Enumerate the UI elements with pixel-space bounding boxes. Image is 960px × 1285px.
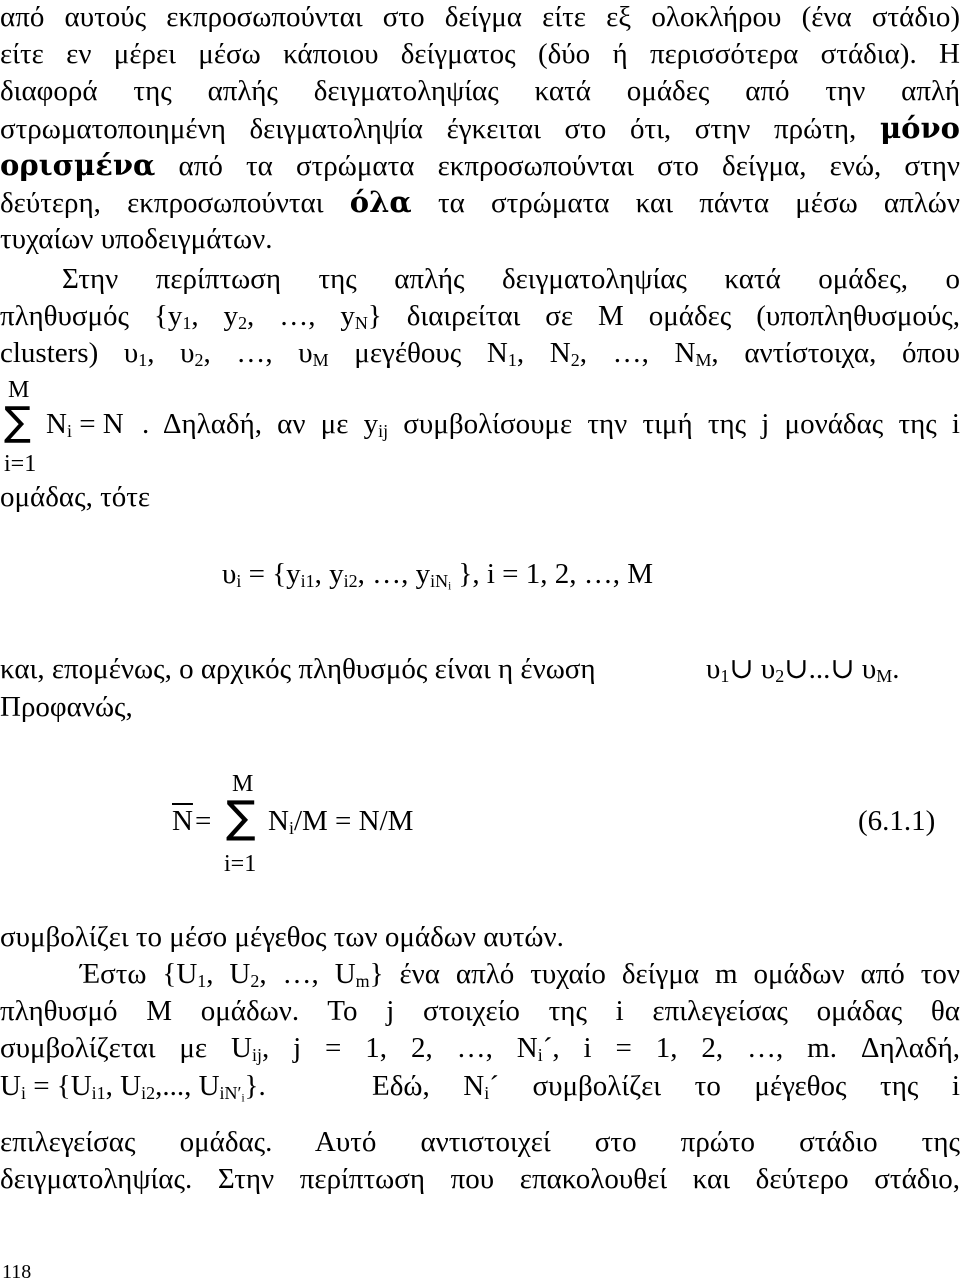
subscript: i <box>288 817 294 838</box>
text-span: , y <box>314 558 344 590</box>
subscript: 1 <box>720 665 730 686</box>
subscript: M <box>312 349 329 370</box>
text-line: ομάδας, τότε <box>0 481 151 513</box>
subscript: 2 <box>238 312 248 333</box>
subscript: i <box>20 1082 26 1103</box>
text-span: } διαιρείται σε M ομάδες (υποπληθυσμούς, <box>367 300 960 332</box>
subscript: m <box>355 970 370 991</box>
union-symbol: ∪ <box>830 653 855 685</box>
text-span: N <box>46 408 67 440</box>
sum-lower-limit: i=1 <box>224 851 257 877</box>
subscript: i <box>236 570 242 591</box>
equation-clusters <box>222 558 654 593</box>
text-span: δεύτερη, εκπροσωπούνται <box>0 187 350 219</box>
text-span: /M = N/M <box>293 805 414 837</box>
text-span: , …, υ <box>203 337 313 369</box>
text-line: συμβολίζει το μέσο μέγεθος των ομάδων αυτών. <box>0 921 564 953</box>
text-span: από τα στρώματα εκπροσωπούνται στο δείγμα, ενώ, στην <box>155 150 960 182</box>
text-line <box>0 185 960 219</box>
subscript: i2 <box>141 1082 156 1103</box>
text-span: , …, y <box>247 300 355 332</box>
subscript: i <box>484 1082 490 1103</box>
bold-text: ορισμένα <box>0 148 156 182</box>
union-symbol: ∪ <box>729 653 754 685</box>
subscript: i <box>66 420 72 441</box>
subscript <box>430 571 451 591</box>
subscript: i2 <box>343 570 358 591</box>
text-line: τυχαίων υποδειγμάτων. <box>0 223 273 255</box>
text-span: = {U <box>25 1070 92 1102</box>
text-line: επιλεγείσας ομάδας. Αυτό αντιστοιχεί στο πρώτο στάδιο της <box>0 1126 960 1158</box>
text-line: από αυτούς εκπροσωπούνται στο δείγμα είτε εξ ολοκλήρου (ένα στάδιο) <box>0 1 960 33</box>
text-span: συμβολίσουμε την τιμή της j μονάδας της i <box>388 408 960 440</box>
text-span: , …, U <box>259 958 356 990</box>
subscript: 2 <box>194 349 204 370</box>
text-line <box>142 410 960 439</box>
text-span: , …, y <box>357 558 431 590</box>
text-line: Προφανώς, <box>0 691 133 723</box>
text-span: }. <box>244 1070 266 1102</box>
text-span: υ <box>706 653 721 685</box>
text-line <box>372 1072 960 1101</box>
mean-symbol: $\overline{N}$ <box>172 805 193 837</box>
text-span: πληθυσμός {y <box>0 300 183 332</box>
text-line: Στην περίπτωση της απλής δειγματοληψίας κατά ομάδες, ο <box>62 263 960 295</box>
subscript: 2 <box>775 665 785 686</box>
text-span: υ <box>760 653 776 685</box>
text-span: iN <box>430 570 449 591</box>
sum-term <box>46 410 124 439</box>
subscript: i <box>241 1092 245 1105</box>
text-line: δειγματοληψίας. Στην περίπτωση που επακολουθεί και δεύτερο στάδιο, <box>0 1163 960 1195</box>
text-span: } ένα απλό τυχαίο δείγμα m ομάδων από τον <box>369 958 960 990</box>
subscript: i1 <box>300 570 315 591</box>
text-span: ,..., U <box>155 1070 220 1102</box>
sum-lower-limit: i=1 <box>4 451 37 477</box>
text-span: συμβολίζεται με U <box>0 1032 252 1064</box>
union-symbol: ∪ <box>784 653 809 685</box>
text-span: υ <box>222 558 237 590</box>
bold-text: όλα <box>349 185 412 219</box>
subscript: 1 <box>138 349 148 370</box>
text-span: , j = 1, 2, …, N <box>261 1032 538 1064</box>
bold-text: μόνο <box>879 111 960 145</box>
text-span: τα στρώματα και πάντα μέσω απλών <box>411 187 960 219</box>
text-line <box>0 111 960 145</box>
text-span: N <box>268 805 289 837</box>
sum-upper-limit: M <box>8 377 30 403</box>
equals-sign: = <box>195 805 212 837</box>
text-span: ´ συμβολίζει το μέγεθος της i <box>489 1070 960 1102</box>
sigma-symbol: ∑ <box>226 792 256 843</box>
text-span: . <box>892 653 900 685</box>
equation-sample-cluster <box>0 1070 266 1105</box>
text-span: , U <box>105 1070 142 1102</box>
subscript: ij <box>251 1044 262 1065</box>
text-line <box>0 148 960 182</box>
subscript: 1 <box>182 312 192 333</box>
equation-number: (6.1.1) <box>858 805 936 837</box>
text-span: clusters) υ <box>0 337 139 369</box>
union-formula <box>706 655 899 684</box>
page-number: 118 <box>2 1261 32 1283</box>
text-span: Έστω {U <box>80 958 198 990</box>
text-span: υ <box>861 653 877 685</box>
text-line: είτε εν μέρει μέσω κάποιου δείγματος (δύο ή περισσότερα στάδια). Η <box>0 38 960 70</box>
text-span: , υ <box>147 337 195 369</box>
text-line <box>0 302 960 331</box>
text-span: , y <box>191 300 239 332</box>
text-span: . Δηλαδή, αν με y <box>142 408 379 440</box>
subscript: M <box>695 349 712 370</box>
text-line: και, επομένως, ο αρχικός πληθυσμός είναι η ένωση <box>0 653 596 685</box>
text-span: μεγέθους N <box>328 337 508 369</box>
text-span: }, i = 1, 2, …, M <box>451 558 654 590</box>
subscript: N <box>354 312 368 333</box>
text-span: = {y <box>241 558 301 590</box>
subscript: 2 <box>250 970 260 991</box>
subscript: M <box>876 665 893 686</box>
text-span: = N <box>71 408 124 440</box>
text-line: πληθυσμό M ομάδων. Το j στοιχείο της i επιλεγείσας ομάδας θα <box>0 995 960 1027</box>
text-line <box>0 1034 960 1063</box>
subscript: i1 <box>91 1082 106 1103</box>
text-span: , αντίστοιχα, όπου <box>711 337 960 369</box>
text-span: Εδώ, N <box>372 1070 485 1102</box>
text-line: διαφορά της απλής δειγματοληψίας κατά ομάδες από την απλή <box>0 75 960 107</box>
subscript: i <box>448 580 452 593</box>
text-span: , U <box>206 958 251 990</box>
text-span: , N <box>516 337 571 369</box>
subscript <box>220 1083 245 1103</box>
subscript: 2 <box>570 349 580 370</box>
text-span: U <box>0 1070 21 1102</box>
equation-mean-size <box>268 807 413 836</box>
text-span: ... <box>808 653 831 685</box>
text-span: , …, N <box>579 337 696 369</box>
text-span: iN′ <box>219 1082 242 1103</box>
subscript: i <box>537 1044 543 1065</box>
text-span: ´, i = 1, 2, …, m. Δηλαδή, <box>542 1032 960 1064</box>
text-line <box>0 339 960 368</box>
sum-upper-limit: M <box>232 771 254 797</box>
subscript: ij <box>378 420 389 441</box>
subscript: 1 <box>197 970 207 991</box>
text-line <box>80 960 960 989</box>
subscript: 1 <box>507 349 517 370</box>
text-span: στρωματοποιημένη δειγματοληψία έγκειται στο ότι, στην πρώτη, <box>0 113 880 145</box>
sigma-symbol: ∑ <box>4 399 31 445</box>
